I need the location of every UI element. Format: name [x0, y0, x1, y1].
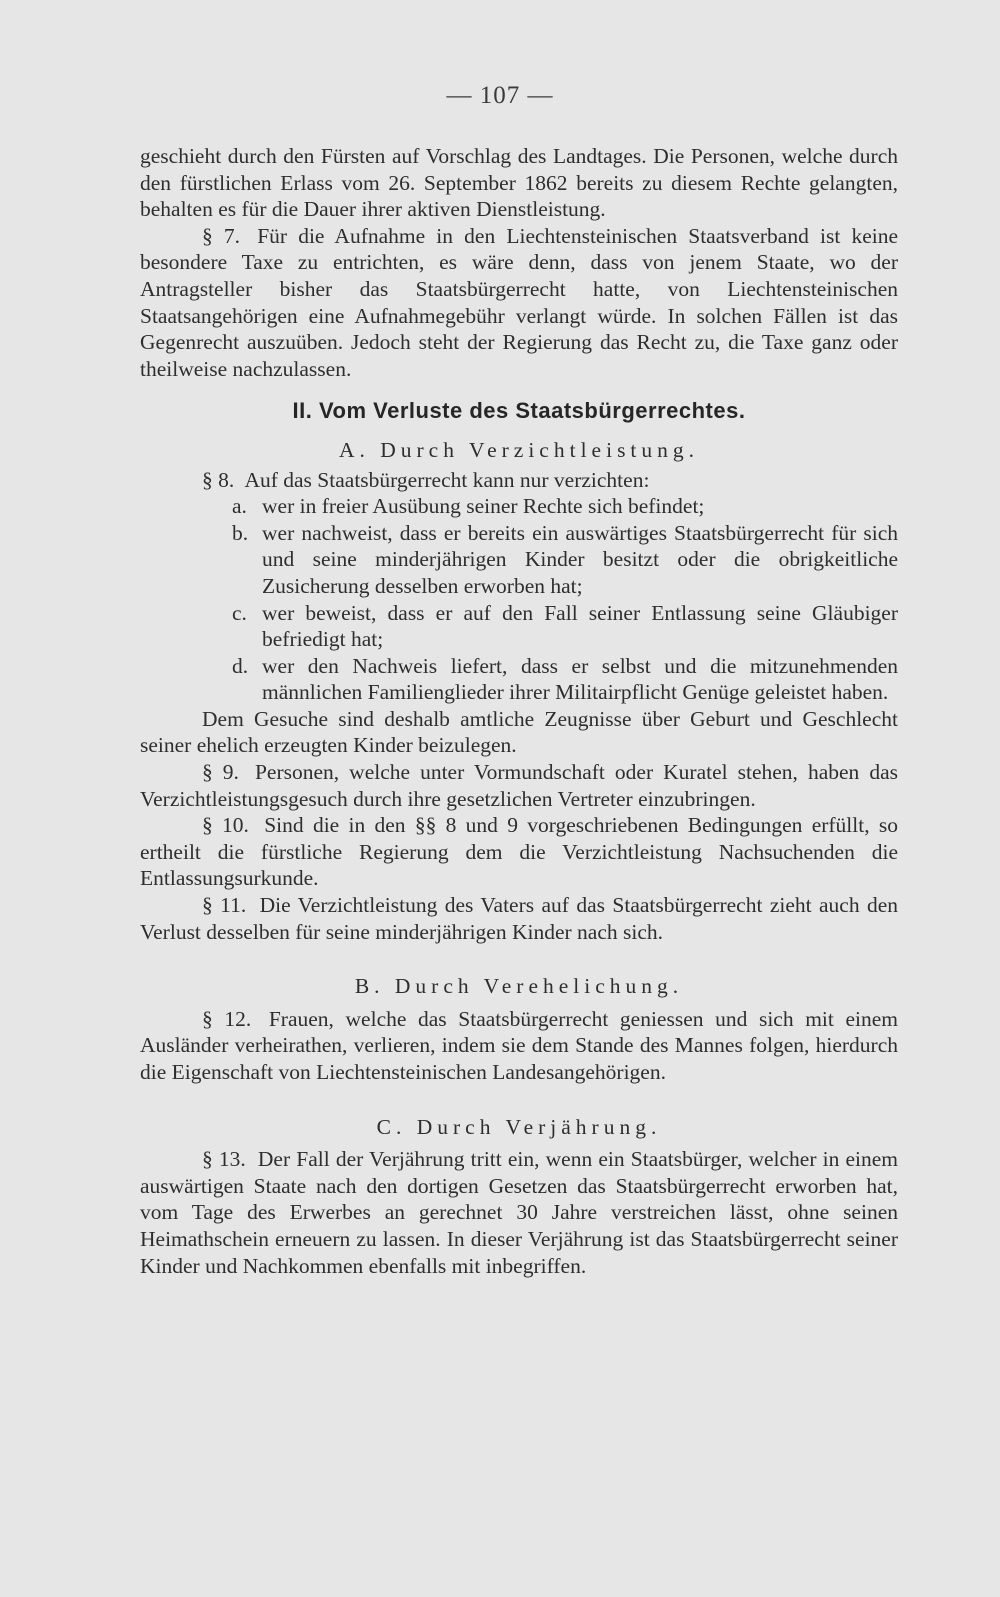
- condition-list: [140, 493, 898, 706]
- section-number: § 13.: [202, 1147, 246, 1172]
- section-number: § 10.: [202, 813, 249, 838]
- list-item: [140, 600, 898, 653]
- list-item: [140, 493, 898, 520]
- paragraph-intro: geschieht durch den Fürsten auf Vorschlag des Landtages. Die Personen, welche durch den fürstlichen Erlass vom 26. September 1862 bereits zu diesem Rechte gelangten, behalten es für die Dauer ihrer aktiven Dienstleistung.: [140, 144, 898, 222]
- list-item-text: wer nachweist, dass er bereits ein auswärtiges Staatsbürgerrecht für sich und seine minderjährigen Kinder besitzt oder die obrigkeitliche Zusicherung desselben erworben hat;: [262, 520, 898, 598]
- list-item: [140, 653, 898, 706]
- paragraph-s11: [140, 892, 898, 945]
- paragraph-s13: [140, 1146, 898, 1279]
- list-item-label: d.: [232, 653, 249, 678]
- paragraph-s12: [140, 1006, 898, 1086]
- paragraph-s10: [140, 812, 898, 892]
- paragraph-s8-closing: Dem Gesuche sind deshalb amtliche Zeugnisse über Geburt und Geschlecht seiner ehelich erzeugten Kinder beizulegen.: [140, 706, 898, 758]
- list-item-text: wer beweist, dass er auf den Fall seiner Entlassung seine Gläubiger befriedigt hat;: [262, 600, 898, 652]
- section-text: Die Verzichtleistung des Vaters auf das Staatsbürgerrecht zieht auch den Verlust desselben für seine minderjährigen Kinder nach sich.: [140, 893, 899, 944]
- section-text: Personen, welche unter Vormundschaft oder Kuratel stehen, haben das Verzichtleistungsgesuch durch ihre gesetzlichen Vertreter einzubringen.: [140, 760, 898, 811]
- heading-B: B. Durch Verehelichung.: [354, 974, 684, 999]
- list-item-text: wer den Nachweis liefert, dass er selbst und die mitzunehmenden männlichen Familienglieder ihrer Militairpflicht Genüge geleistet haben.: [262, 653, 898, 705]
- section-number: § 9.: [202, 760, 239, 785]
- paragraph-s7: [140, 223, 898, 383]
- heading-chapter-II: II. Vom Verluste des Staatsbürgerrechtes.: [292, 398, 746, 424]
- section-number: § 8.: [202, 467, 235, 492]
- paragraph-s9: [140, 759, 898, 812]
- section-text: Für die Aufnahme in den Liechtensteinischen Staatsverband ist keine besondere Taxe zu entrichten, es wäre denn, dass von jenem Staate, wo der Antragsteller bisher das Staatsbürgerrecht hatte, von Liechtensteinischen Staatsangehörigen eine Aufnahmegebühr verlangt würde. In solchen Fällen ist das Gegenrecht auszuüben. Jedoch steht der Regierung das Recht zu, die Taxe ganz oder theilweise nachzulassen.: [140, 223, 899, 381]
- section-number: § 7.: [202, 223, 241, 248]
- heading-C: C. Durch Verjährung.: [376, 1114, 662, 1139]
- section-text: Auf das Staatsbürgerrecht kann nur verzichten:: [244, 467, 650, 492]
- section-number: § 11.: [202, 893, 247, 918]
- list-item-text: wer in freier Ausübung seiner Rechte sich befindet;: [262, 494, 705, 519]
- section-text: Frauen, welche das Staatsbürgerrecht geniessen und sich mit einem Ausländer verheirathen, verlieren, indem sie dem Stande des Mannes folgen, hierdurch die Eigenschaft von Liechtensteinischen Landesangehörigen.: [140, 1006, 899, 1084]
- page-number: — 107 —: [446, 82, 554, 109]
- section-number: § 12.: [202, 1006, 252, 1031]
- section-text: Sind die in den §§ 8 und 9 vorgeschriebenen Bedingungen erfüllt, so ertheilt die fürstliche Regierung dem die Verzichtleistung Nachsuchenden die Entlassungsurkunde.: [140, 813, 899, 891]
- body-text: [140, 143, 898, 1279]
- paragraph-s8: [140, 467, 898, 494]
- list-item: [140, 520, 898, 600]
- section-text: Der Fall der Verjährung tritt ein, wenn ein Staatsbürger, welcher in einem auswärtigen Staate nach den dortigen Gesetzen das Staatsbürgerrecht erworben hat, vom Tage des Erwerbes an gerechnet 30 Jahre verstreichen lässt, ohne seinen Heimathschein erneuern zu lassen. In dieser Verjährung ist das Staatsbürgerrecht seiner Kinder und Nachkommen ebenfalls mit inbegriffen.: [140, 1147, 899, 1278]
- heading-A: A. Durch Verzichtleistung.: [338, 437, 700, 462]
- list-item-label: a.: [232, 494, 247, 519]
- list-item-label: c.: [232, 600, 247, 625]
- list-item-label: b.: [232, 520, 249, 545]
